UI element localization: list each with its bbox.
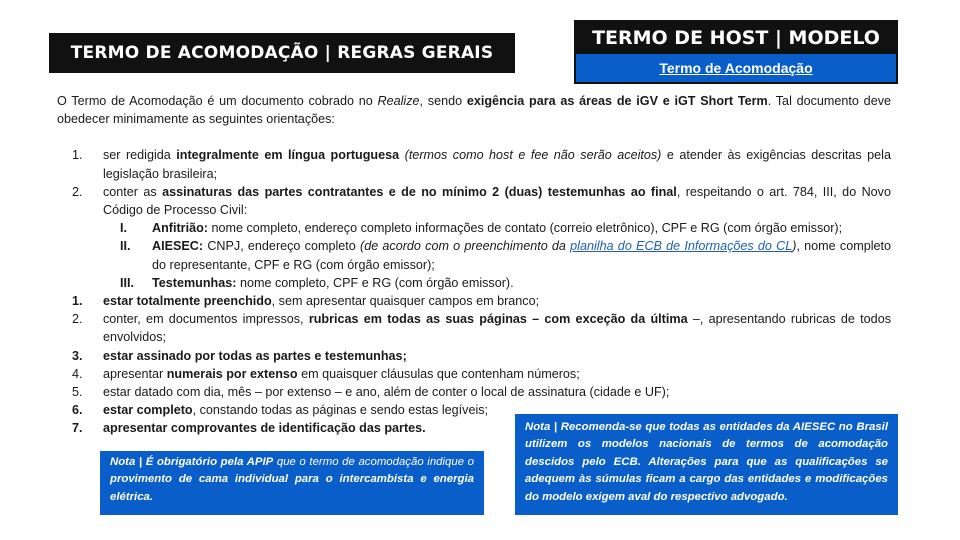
intro-paragraph bbox=[57, 92, 891, 128]
item-text: nome completo, CPF e RG (com órgão emissor). bbox=[236, 275, 514, 290]
item-number: 5. bbox=[72, 385, 83, 400]
list-item bbox=[57, 183, 891, 219]
item-number: 2. bbox=[72, 312, 83, 327]
item-bold: Anfitrião: bbox=[152, 221, 208, 236]
item-number: 2. bbox=[72, 184, 83, 199]
item-italic: ) bbox=[792, 239, 797, 254]
intro-text: . Tal documento deve obedecer minimamente as seguintes orientações: bbox=[57, 94, 891, 127]
item-text: CNPJ, endereço completo bbox=[203, 239, 360, 254]
item-text: estar datado com dia, mês – por extenso – e ano, além de conter o local de assinatura (cidade e UF); bbox=[103, 385, 670, 400]
sub-item bbox=[57, 219, 891, 237]
planilha-ecb-link[interactable]: planilha do ECB de Informações do CL bbox=[570, 239, 793, 254]
item-italic: (termos como host e fee não serão aceitos) bbox=[399, 148, 662, 163]
item-text: , constando todas as páginas e sendo estas legíveis; bbox=[192, 403, 489, 418]
intro-realize: Realize bbox=[377, 94, 420, 108]
item-number: 6. bbox=[72, 403, 83, 418]
page-title: TERMO DE ACOMODAÇÃO | REGRAS GERAIS bbox=[49, 33, 515, 73]
recommendation-note: Nota | Recomenda-se que todas as entidades da AIESEC no Brasil utilizem os modelos nacionais de termos de acomodação descidos pelo ECB. Alterações para que as qualificações se adequem às súmulas ficam a cargo das entidades e modificações do modelo exigem aval do respectivo advogado. bbox=[515, 414, 898, 515]
rules-content bbox=[57, 92, 891, 438]
item-bold: Testemunhas: bbox=[152, 275, 237, 290]
item-bold: estar completo bbox=[103, 403, 193, 418]
item-text: ser redigida bbox=[103, 148, 177, 163]
list-item bbox=[57, 310, 891, 346]
roman-number: II. bbox=[120, 239, 131, 254]
item-number: 1. bbox=[72, 148, 83, 163]
host-template-title: TERMO DE HOST | MODELO bbox=[576, 22, 896, 54]
list-item bbox=[57, 347, 891, 365]
apip-note bbox=[100, 451, 484, 515]
item-text: , nome completo do representante, CPF e RG (com órgão emissor); bbox=[152, 239, 892, 272]
item-bold: assinaturas das partes contratantes e de no mínimo 2 (duas) testemunhas ao final bbox=[162, 184, 677, 199]
item-text: conter as bbox=[103, 184, 163, 199]
roman-number: I. bbox=[120, 221, 127, 236]
item-number: 3. bbox=[72, 348, 83, 363]
item-bold: integralmente em língua portuguesa bbox=[176, 148, 400, 163]
note-text: que o termo de acomodação indique o bbox=[273, 456, 474, 468]
roman-number: III. bbox=[120, 275, 134, 290]
item-bold: estar assinado por todas as partes e testemunhas; bbox=[103, 348, 407, 363]
item-number: 4. bbox=[72, 366, 83, 381]
sub-item bbox=[57, 274, 891, 292]
item-bold: AIESEC: bbox=[152, 239, 204, 254]
item-text: nome completo, endereço completo informações de contato (correio eletrônico), CPF e RG (com órgão emissor); bbox=[207, 221, 843, 236]
sub-item bbox=[57, 237, 891, 273]
host-link-bar bbox=[576, 54, 896, 82]
item-text: –, apresentando rubricas de todos envolvidos; bbox=[103, 312, 891, 345]
item-bold: rubricas em todas as suas páginas – com exceção da última bbox=[308, 312, 688, 327]
list-item bbox=[57, 365, 891, 383]
termo-acomodacao-link[interactable]: Termo de Acomodação bbox=[659, 60, 813, 76]
item-text: , respeitando o art. 784, III, do Novo Código de Processo Civil: bbox=[103, 184, 891, 218]
item-bold: numerais por extenso bbox=[166, 366, 298, 381]
note-bold: É obrigatório pela APIP bbox=[145, 456, 274, 468]
item-number: 1. bbox=[72, 294, 83, 309]
note-label: Nota | bbox=[110, 456, 146, 468]
item-bold: estar totalmente preenchido bbox=[103, 294, 272, 309]
note-bold: provimento de cama individual para o intercambista e energia elétrica. bbox=[110, 473, 474, 503]
item-text: apresentar bbox=[103, 366, 167, 381]
intro-text: , sendo bbox=[419, 94, 467, 108]
item-text: em quaisquer cláusulas que contenham números; bbox=[297, 366, 580, 381]
item-number: 7. bbox=[72, 421, 83, 436]
item-text: e atender às exigências descritas pela legislação brasileira; bbox=[103, 148, 891, 181]
item-italic: (de acordo com o preenchimento da bbox=[360, 239, 571, 254]
list-item bbox=[57, 383, 891, 401]
intro-emphasis: exigência para as áreas de iGV e iGT Short Term bbox=[466, 94, 768, 108]
item-text: conter, em documentos impressos, bbox=[103, 312, 309, 327]
item-bold: apresentar comprovantes de identificação das partes. bbox=[103, 421, 426, 436]
list-item bbox=[57, 146, 891, 182]
list-item bbox=[57, 292, 891, 310]
intro-text: O Termo de Acomodação é um documento cobrado no bbox=[57, 94, 378, 108]
host-template-box bbox=[574, 20, 898, 84]
item-text: , sem apresentar quaisquer campos em branco; bbox=[271, 294, 540, 309]
